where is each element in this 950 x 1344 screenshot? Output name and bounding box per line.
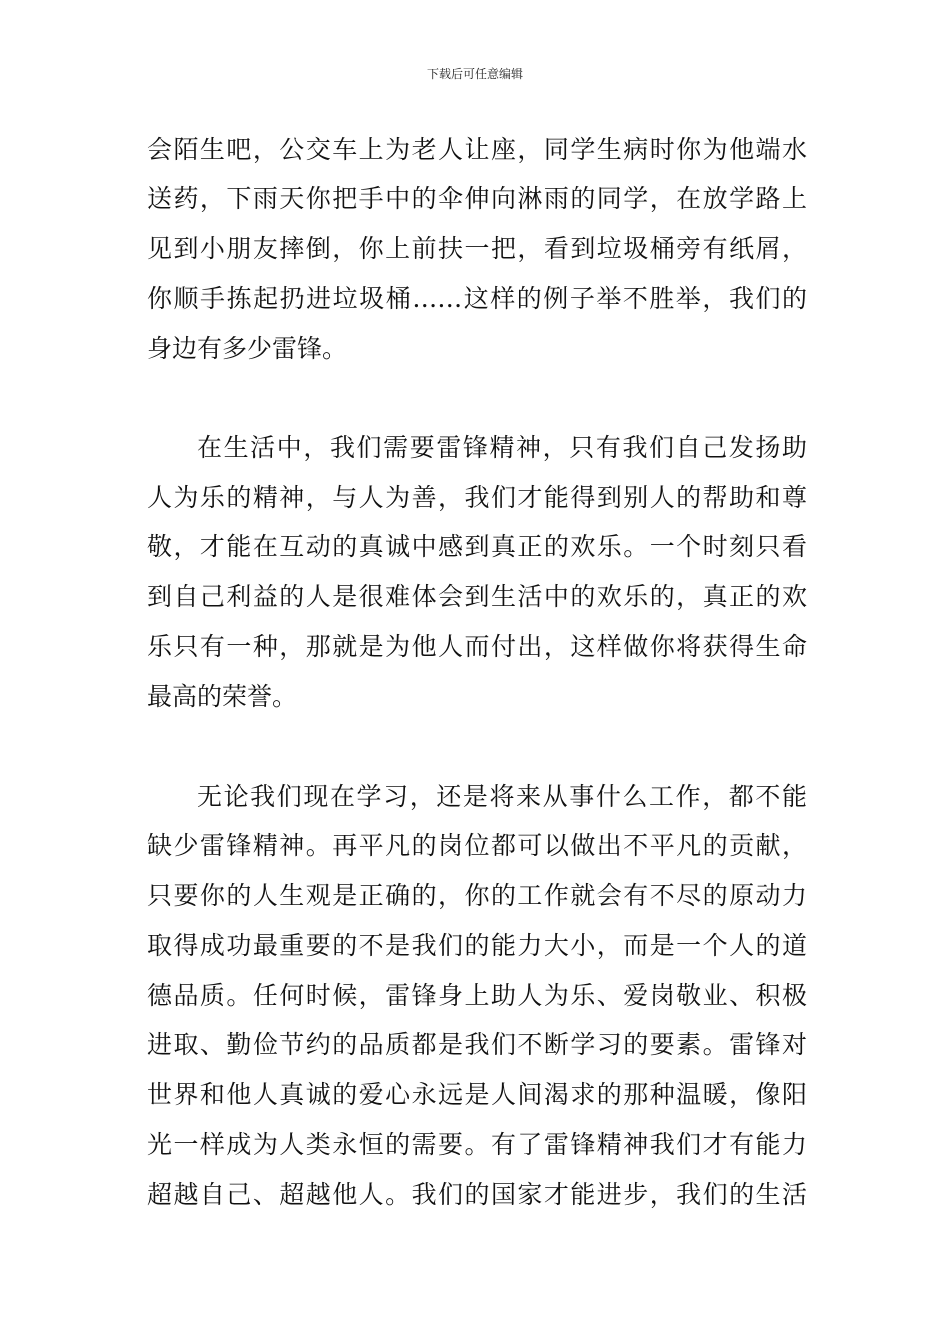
text-line: 会陌生吧，公交车上为老人让座，同学生病时你为他端水 [147,135,807,164]
text-line: 到自己利益的人是很难体会到生活中的欢乐的，真正的欢 [147,582,807,611]
text-line: 乐只有一种，那就是为他人而付出，这样做你将获得生命 [147,632,807,661]
text-line: 世界和他人真诚的爱心永远是人间渴求的那种温暖，像阳 [147,1080,807,1109]
text-line: 敬，才能在互动的真诚中感到真正的欢乐。一个时刻只看 [147,532,807,561]
text-line: 见到小朋友摔倒，你上前扶一把，看到垃圾桶旁有纸屑， [147,234,807,263]
text-line: 你顺手拣起扔进垃圾桶……这样的例子举不胜举，我们的 [147,284,807,313]
text-line: 进取、勤俭节约的品质都是我们不断学习的要素。雷锋对 [147,1030,807,1059]
text-line: 身边有多少雷锋。 [147,334,348,363]
text-line: 送药，下雨天你把手中的伞伸向淋雨的同学，在放学路上 [147,184,807,213]
header-note: 下载后可任意编辑 [426,67,523,81]
text-line: 在生活中，我们需要雷锋精神，只有我们自己发扬助 [197,433,807,462]
text-line: 只要你的人生观是正确的，你的工作就会有不尽的原动力 [147,881,807,910]
text-line: 无论我们现在学习，还是将来从事什么工作，都不能 [197,782,807,811]
text-line: 人为乐的精神，与人为善，我们才能得到别人的帮助和尊 [147,483,807,512]
text-line: 超越自己、超越他人。我们的国家才能进步，我们的生活 [147,1180,807,1209]
text-line: 德品质。任何时候，雷锋身上助人为乐、爱岗敬业、积极 [147,981,807,1010]
text-line: 缺少雷锋精神。再平凡的岗位都可以做出不平凡的贡献， [147,831,807,860]
text-line: 光一样成为人类永恒的需要。有了雷锋精神我们才有能力 [147,1130,807,1159]
text-line: 最高的荣誉。 [147,682,298,711]
text-line: 取得成功最重要的不是我们的能力大小，而是一个人的道 [147,931,807,960]
